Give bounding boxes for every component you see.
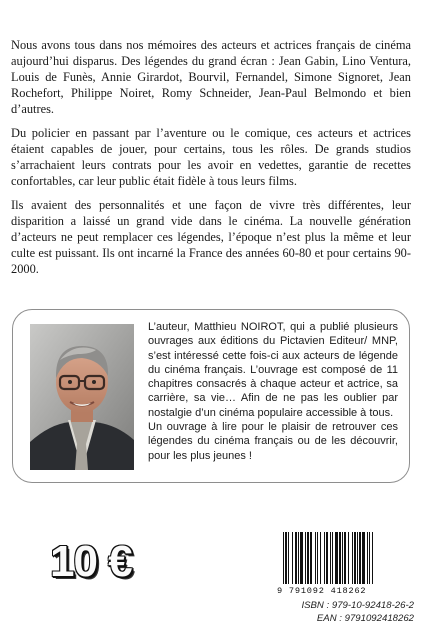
barcode-bar [372, 532, 373, 584]
barcode-bar [324, 532, 325, 584]
barcode-bar [288, 532, 289, 584]
barcode-bar [298, 532, 299, 584]
barcode-bar [369, 532, 370, 584]
barcode-bar [283, 532, 284, 584]
barcode-bar [344, 532, 346, 584]
barcode-bar [342, 532, 343, 584]
barcode-bar [357, 532, 358, 584]
barcode-bar [359, 532, 361, 584]
paragraph-2: Du policier en passant par l’aventure ou le comique, ces acteurs et actrices étaient capables de jouer, pour certains, tous les rôles. De grands studios s’arrachaient leurs contrats pour les avoir en vedettes, garantie de recettes confortables, car leur public était fidèle à tous leurs films. [11, 126, 411, 188]
barcode-bar [292, 532, 293, 584]
barcode-bar [335, 532, 338, 584]
bio-paragraph-2: Un ouvrage à lire pour le plaisir de retrouver ces légendes du cinéma français ou de les découvrir, pour les plus jeunes ! [148, 421, 398, 462]
barcode-digits: 9 791092 418262 [277, 586, 367, 596]
barcode-bar [285, 532, 287, 584]
barcode-bar [320, 532, 321, 584]
author-bio-box [12, 309, 410, 483]
barcode-bar [317, 532, 318, 584]
barcode [277, 532, 409, 596]
paragraph-1: Nous avons tous dans nos mémoires des acteurs et actrices français de cinéma aujourd’hui disparus. Des légendes du grand écran : Jean Gabin, Lino Ventura, Louis de Funès, Annie Girardot, Bourvil, Fernandel, Simone Signoret, Jean Rochefort, Philippe Noiret, Romy Schneider, Jean-Paul Belmondo et bien d’autres. [11, 38, 411, 116]
barcode-bars [277, 532, 409, 586]
barcode-bar [348, 532, 349, 584]
bio-paragraph-1: L’auteur, Matthieu NOIROT, qui a publié plusieurs ouvrages aux éditions du Pictavien Editeur/ MNP, s’est intéressé cette fois-ci aux acteurs de légende du cinéma français. L’ouvrage est composé de 11 chapitres consacrés à chaque acteur et actrice, sa carrière, sa vie… Afin de ne pas les oublier par nostalgie d’un cinéma populaire accessible à tous. [148, 321, 398, 419]
barcode-bar [326, 532, 328, 584]
isbn-label: ISBN : 979-10-92418-26-2 [301, 600, 414, 611]
paragraph-3: Ils avaient des personnalités et une façon de vivre très différentes, leur disparition a laissé un grand vide dans le cinéma. La nouvelle génération d’acteurs ne peut remplacer ces légendes, l’époque n’est plus la même et leur culte est puissant. Ils ont incarné la France des années 60-80 et pour certains 90-2000. [11, 198, 411, 276]
barcode-bar [315, 532, 316, 584]
barcode-bar [307, 532, 309, 584]
barcode-bar [362, 532, 365, 584]
author-bio-text [148, 320, 398, 463]
barcode-bar [330, 532, 331, 584]
barcode-bar [300, 532, 303, 584]
barcode-bar [367, 532, 368, 584]
barcode-bar [305, 532, 306, 584]
barcode-bar [354, 532, 356, 584]
barcode-bar [339, 532, 341, 584]
barcode-bar [352, 532, 353, 584]
barcode-bar [332, 532, 333, 584]
ean-label: EAN : 9791092418262 [316, 613, 414, 624]
price-label: 10 € [50, 537, 132, 586]
author-photo [30, 324, 134, 470]
back-cover-text [11, 37, 411, 285]
barcode-bar [295, 532, 297, 584]
barcode-bar [310, 532, 312, 584]
